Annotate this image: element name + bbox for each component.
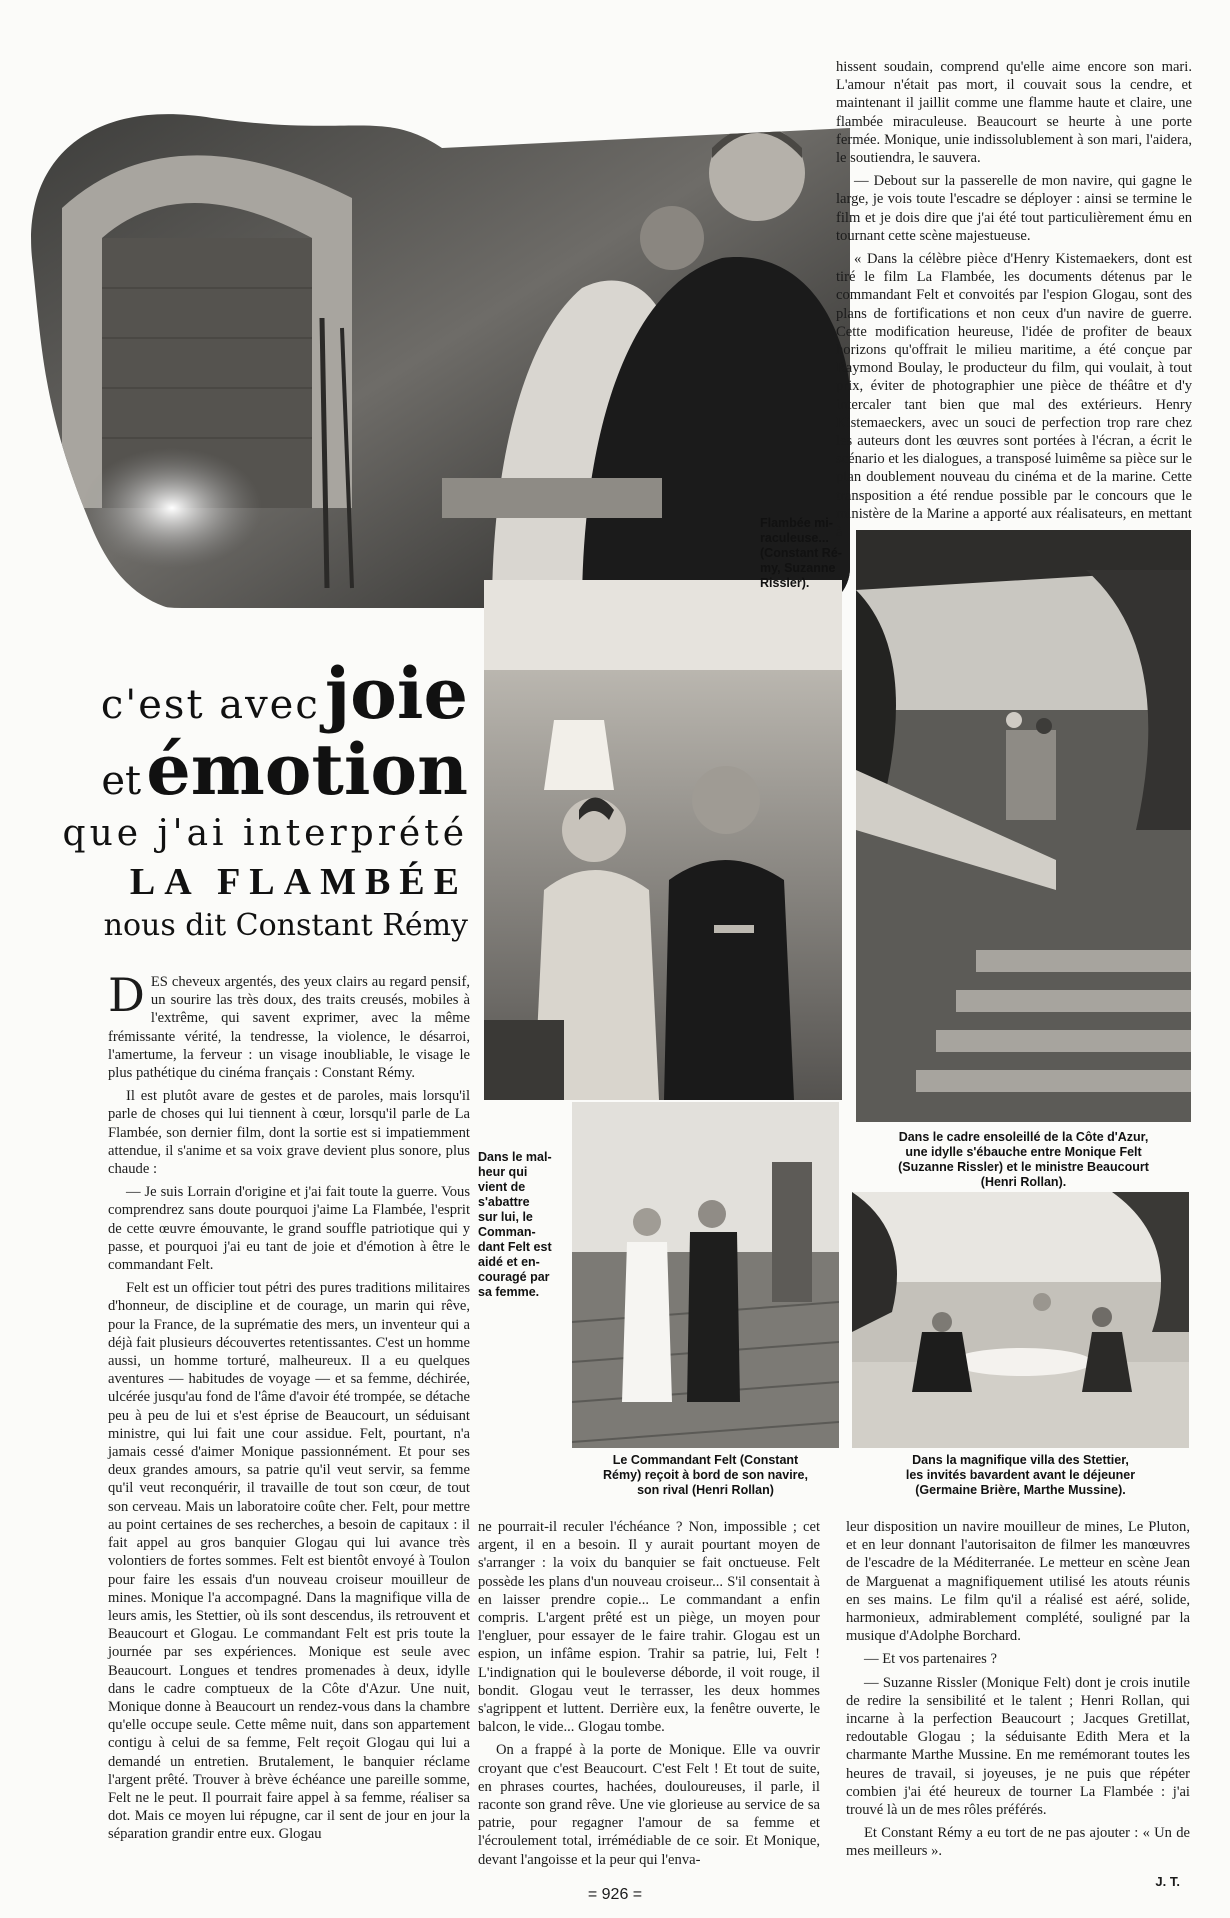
photo-villa-lunch bbox=[852, 1192, 1189, 1448]
article-top-right: hissent soudain, comprend qu'elle aime encore son mari. L'amour n'était pas mort, il couvait sous la cendre, et maintenant il jaillit comme une flamme haute et claire, une flambée miraculeuse. Beaucourt se heurte à une porte fermée. Monique, unie indissolublement à son mari, l'aidera, le soutiendra, le sauvera. — Debout sur la passerelle de mon navire, qui gagne le large, je vois toute l'escadre se déployer : ainsi se termine le film et je dois dire que j'ai été tout particulièrement ému en tournant cette scène majestueuse. « Dans la célèbre pièce d'Henry Kistemaekers, dont est tiré le film La Flambée, les documents détenus par le commandant Felt et convoités par l'espion Glogau, sont des plans de fortifications et non ceux d'un navire de guerre. Cette modification heureuse, l'idée de profiter de beaux horizons qu'offrait le milieu maritime, a été conçue par Raymond Boulay, le producteur du film, qui voulait, à tout prix, éviter de photographier une pièce de théâtre et d'y intercaler tant bien que mal des extérieurs. Henry Kistemaeckers, avec un souci de perfection trop rare chez les auteurs dont les œuvres sont portées à l'écran, a écrit le scénario et les dialogues, a transposé luimême sa pièce sur le plan doublement nouveau du cinéma et de la marine. Cette transposition a été rendue possible par le concours que le ministère de la Marine a apporté aux réalisateurs, en mettant à bbox=[836, 59, 1192, 541]
headline-line3: que j'ai interprété bbox=[62, 813, 468, 854]
caption-couple: Dans le mal- heur qui vient de s'abattre sur lui, le Comman- dant Felt est aidé et en- couragé par sa femme. bbox=[478, 1150, 552, 1299]
caption-villa: Dans la magnifique villa des Stettier, les invités bavardent avant le déjeuner (Germaine Brière, Marthe Mussine). bbox=[905, 1453, 1136, 1497]
photo-fireplace-couple bbox=[22, 88, 850, 608]
article-column-1: DES cheveux argentés, des yeux clairs au regard pensif, un sourire las très doux, des traits creusés, mobiles à l'extrême, qui savent exprimer, avec la même frémissante vérité, la tendresse, la violence, le désarroi, l'amertume, la ferveur : un visage inoubliable, le visage le plus pathétique du cinéma français : Constant Rémy. Il est plutôt avare de gestes et de paroles, mais lorsqu'il parle de choses qui lui tiennent à cœur, lorsqu'il parle de La Flambée, son dernier film, dont la sortie est si impatiemment attendue, il s'anime et sa voix grave devient plus sonore, plus chaude : — Je suis Lorrain d'origine et j'ai fait toute la guerre. Vous comprendrez sans doute pourquoi j'aime La Flambée, l'esprit de cette œuvre émouvante, le grand souffle patriotique qui y passe, et pourquoi j'ai eu tant de joie et d'émotion à être le commandant Felt. Felt est un officier tout pétri des pures traditions militaires d'honneur, de discipline et de courage, un marin qui rêve, pour la France, de la suprématie des mers, un inventeur qui a déjà fait plusieurs découvertes retentissantes. C'est un homme aussi, un homme torturé, malheureux. Il a eu quelques aventures — habitudes de voyage — et sa femme, déchirée, ulcérée jusqu'au fond de l'âme d'avoir été trompée, se détache peu à peu de lui et s'est éprise de Beaucourt, un séduisant ministre, qui lui fait une cour assidue. Felt, pourtant, n'a jamais cessé d'aimer Monique passionnément. Et pour ses deux grandes amours, sa patrie qu'il veut servir, sa femme qu'il veut reconquérir, il travaille de tout son cœur, de tout son cerveau. Mais un laboratoire coûte cher. Felt, pour mettre au point certaines de ses recherches, a besoin de capitaux : il fait appel au gros banquier Glogau qui lui avance très volontiers de fortes sommes. Felt est bientôt envoyé à Toulon pour faire les essais d'un nouveau croiseur mouilleur de mines. Monique l'a accompagné. Dans la magnifique villa de leurs amis, les Stettier, où ils sont descendus, ils retrouvent et Beaucourt et Glogau. Le commandant Felt est pris toute la journée par ses expériences. Monique est seule avec Beaucourt. Longues et tendres promenades à deux, idylle dans le cadre comptueux de la Côte d'Azur. Une nuit, Monique donne à Beaucourt un rendez-vous dans la chambre qu'elle occupe seule. Cette même nuit, dans son appartement contigu à celui de sa femme, Felt reçoit Glogau qui lui a demandé un entretien. Brutalement, le banquier réclame l'argent prêté. Trouver à brève échéance une pareille somme, Felt ne le peut. Il pourrait faire appel à sa femme, réaliser sa dot. Mais ce moyen lui répugne, car il sent de jour en jour la séparation grandir entre eux. Glogau bbox=[108, 968, 470, 1843]
photo-riviera-stairs bbox=[856, 530, 1191, 1122]
page-number: = 926 = bbox=[587, 1886, 643, 1903]
headline-film-title: LA FLAMBÉE bbox=[129, 861, 468, 903]
article-column-3: leur disposition un navire mouilleur de mines, Le Pluton, et en leur donnant l'autorisaiton de filmer les manœuvres de l'escadre de la Méditerranée. Le metteur en scène Jean de Marguenat a magnifiquement utilisé les atouts réunis en ses mains. Le film qu'il a réalisé est aéré, solide, harmonieux, admirablement complété, souligné par la musique d'Adolphe Borchard. — Et vos partenaires ? — Suzanne Rissler (Monique Felt) dont je crois inutile de redire la sensibilité et le talent ; Henri Rollan, qui incarne à la perfection Beaucourt ; Jacques Gretillat, redoutable Glogau ; la séduisante Edith Mera et la charmante Marthe Mussine. En me remémorant toutes les heures de travail, si joyeuses, je ne puis que répéter combien j'ai été heureux de tourner La Flambée : j'ai trouvé là un de mes rôles préférés. Et Constant Rémy a eu tort de ne pas ajouter : « Un de mes meilleurs ». J. T. bbox=[846, 1518, 1190, 1891]
author-signature: J. T. bbox=[1155, 1873, 1180, 1889]
headline-byline: nous dit Constant Rémy bbox=[103, 908, 468, 943]
headline-line2: et émotion bbox=[101, 728, 468, 811]
photo-couple-standing bbox=[484, 580, 842, 1100]
article-column-2: ne pourrait-il reculer l'échéance ? Non, impossible ; cet argent, il en a besoin. Il y aurait pourtant moyen de s'arranger : la voix du banquier se fait onctueuse. Felt possède les plans d'un nouveau croiseur... S'il consentait à en laisser prendre copie... Le commandant a enfin compris. L'argent prêté est un piège, un moyen pour l'engluer, pour essayer de le faire trahir. Glogau est un espion, un infâme espion. Trahir sa patrie, lui, Felt ! L'indignation qui le bouleverse déborde, il voit rouge, il bondit. Glogau veut le terrasser, les deux hommes s'agrippent et luttent. Derrière eux, la fenêtre ouverte, le balcon, le vide... Glogau tombe. On a frappé à la porte de Monique. Elle va ouvrir croyant que c'est Beaucourt. C'est Felt ! Et tout de suite, en phrases courtes, hachées, douloureuses, il parle, il raconte son grand rêve. Une vie glorieuse au service de sa patrie, pour regagner l'amour de sa femme et l'écroulement total, irrémédiable de ce soir. Et Monique, devant l'angoisse et la peur qui l'enva- bbox=[478, 1519, 820, 1868]
photo-ship-deck bbox=[572, 1102, 839, 1448]
caption-ship: Le Commandant Felt (Constant Rémy) reçoit à bord de son navire, son rival (Henri Rollan) bbox=[603, 1453, 808, 1497]
headline-line1: c'est avec joie bbox=[100, 652, 468, 735]
caption-fireplace: Flambée mi- raculeuse... (Constant Ré- my, Suzanne Rissler). bbox=[760, 516, 842, 590]
caption-stairs: Dans le cadre ensoleillé de la Côte d'Azur, une idylle s'ébauche entre Monique Felt (Suzanne Rissler) et le ministre Beaucourt (Henri Rollan). bbox=[898, 1130, 1149, 1189]
